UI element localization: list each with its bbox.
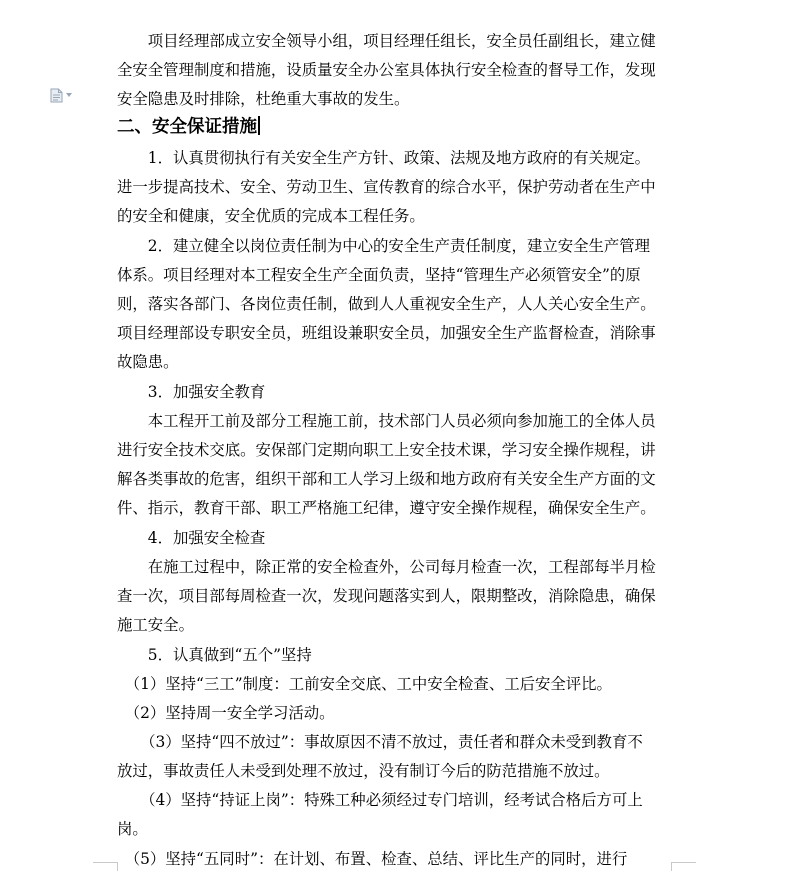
- list-item: （4）坚持“持证上岗”：特殊工种必须经过专门培训，经考试合格后方可上: [117, 791, 643, 809]
- text-line: 查一次，项目部每周检查一次，发现问题落实到人，限期整改，消除隐患，确保: [117, 587, 656, 605]
- text-line: 解各类事故的危害，组织干部和工人学习上级和地方政府有关安全生产方面的文: [117, 470, 656, 488]
- list-item: （3）坚持“四不放过”：事故原因不清不放过，责任者和群众未受到教育不: [117, 733, 643, 751]
- text-line: 本工程开工前及部分工程施工前，技术部门人员必须向参加施工的全体人员: [117, 412, 656, 430]
- list-item: （1）坚持“三工”制度：工前安全交底、工中安全检查、工后安全评比。: [117, 675, 612, 693]
- document-icon: [50, 88, 63, 103]
- text-line: 的安全和健康，安全优质的完成本工程任务。: [117, 207, 425, 225]
- caret-down-icon: [66, 93, 72, 97]
- section-heading: 二、安全保证措施: [117, 116, 260, 138]
- text-line: 体系。项目经理对本工程安全生产全面负责，坚持“管理生产必须管安全”的原: [117, 266, 641, 284]
- text-line: 项目经理部成立安全领导小组，项目经理任组长，安全员任副组长，建立健: [117, 32, 656, 50]
- paragraph-style-menu[interactable]: [50, 87, 80, 103]
- text-line: 在施工过程中，除正常的安全检查外，公司每月检查一次，工程部每半月检: [117, 558, 656, 576]
- text-cursor: [258, 116, 260, 135]
- text-line: 1．认真贯彻执行有关安全生产方针、政策、法规及地方政府的有关规定。: [117, 149, 651, 167]
- subsection-title: 5．认真做到“五个”坚持: [117, 646, 312, 664]
- list-item: （2）坚持周一安全学习活动。: [117, 704, 335, 722]
- text-line: 则，落实各部门、各岗位责任制，做到人人重视安全生产，人人关心安全生产。: [117, 295, 656, 313]
- text-line: 项目经理部设专职安全员，班组设兼职安全员，加强安全生产监督检查，消除事: [117, 324, 656, 342]
- text-line: 2．建立健全以岗位责任制为中心的安全生产责任制度，建立安全生产管理: [117, 237, 651, 255]
- text-line: 全安全管理制度和措施，设质量安全办公室具体执行安全检查的督导工作，发现: [117, 61, 656, 79]
- subsection-title: 4．加强安全检查: [117, 529, 266, 547]
- text-line: 岗。: [117, 820, 148, 838]
- text-line: 进行安全技术交底。安保部门定期向职工上安全技术课，学习安全操作规程，讲: [117, 441, 656, 459]
- subsection-title: 3．加强安全教育: [117, 383, 266, 401]
- text-line: 进一步提高技术、安全、劳动卫生、宣传教育的综合水平，保护劳动者在生产中: [117, 178, 656, 196]
- list-item: （5）坚持“五同时”：在计划、布置、检查、总结、评比生产的同时，进行: [117, 850, 628, 868]
- text-line: 放过，事故责任人未受到处理不放过，没有制订今后的防范措施不放过。: [117, 762, 610, 780]
- text-line: 件、指示，教育干部、职工严格施工纪律，遵守安全操作规程，确保安全生产。: [117, 499, 656, 517]
- text-line: 安全隐患及时排除，杜绝重大事故的发生。: [117, 90, 410, 108]
- text-line: 故隐患。: [117, 353, 179, 371]
- text-line: 施工安全。: [117, 616, 194, 634]
